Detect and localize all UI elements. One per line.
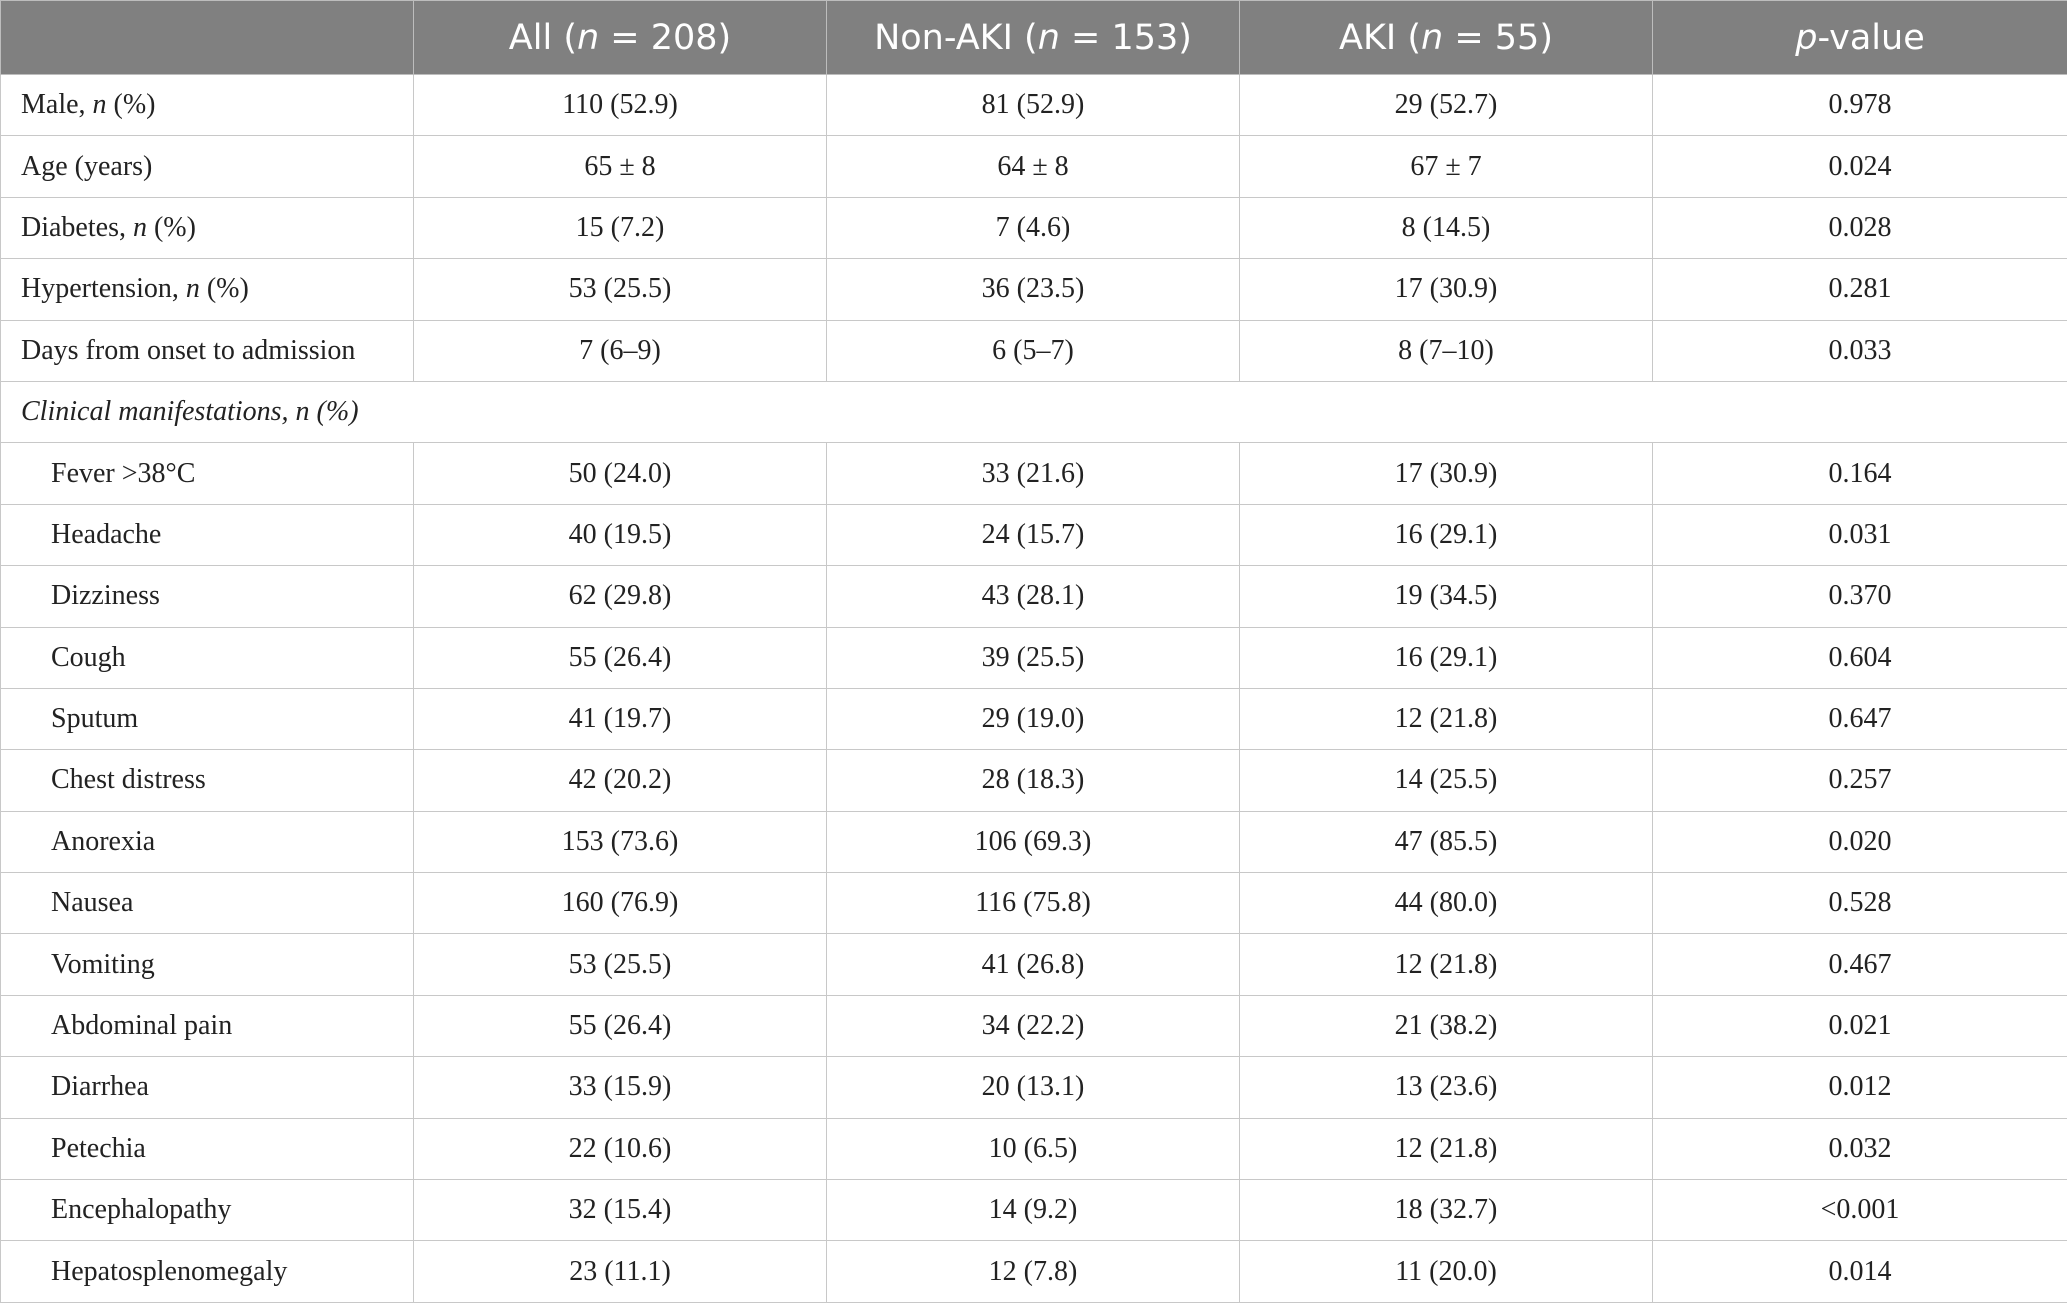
cell-p-value: 0.020 <box>1653 811 2067 872</box>
table-row <box>1 75 2067 136</box>
cell-non-aki: 64 ± 8 <box>827 136 1240 197</box>
cell-aki: 12 (21.8) <box>1240 934 1653 995</box>
cell-aki: 19 (34.5) <box>1240 566 1653 627</box>
cell-non-aki: 106 (69.3) <box>827 811 1240 872</box>
header-p-value <box>1653 1 2067 75</box>
header-row <box>1 1 2067 75</box>
row-label: Headache <box>1 504 414 565</box>
table-row <box>1 934 2067 995</box>
cell-all: 33 (15.9) <box>414 1057 827 1118</box>
row-label <box>1 136 414 197</box>
cell-all: 7 (6–9) <box>414 320 827 381</box>
row-label-text: Hypertension, <box>21 273 186 305</box>
row-label: Vomiting <box>1 934 414 995</box>
row-label: Nausea <box>1 873 414 934</box>
cell-all: 153 (73.6) <box>414 811 827 872</box>
row-label: Diarrhea <box>1 1057 414 1118</box>
cell-aki: 18 (32.7) <box>1240 1180 1653 1241</box>
cell-non-aki: 41 (26.8) <box>827 934 1240 995</box>
cell-all: 160 (76.9) <box>414 873 827 934</box>
cell-aki: 14 (25.5) <box>1240 750 1653 811</box>
table-row <box>1 688 2067 749</box>
row-label: Sputum <box>1 688 414 749</box>
cell-aki: 16 (29.1) <box>1240 504 1653 565</box>
cell-aki: 47 (85.5) <box>1240 811 1653 872</box>
cell-p-value: 0.032 <box>1653 1118 2067 1179</box>
cell-all: 32 (15.4) <box>414 1180 827 1241</box>
row-label-suffix: (%) <box>106 89 156 121</box>
cell-non-aki: 20 (13.1) <box>827 1057 1240 1118</box>
header-non-aki <box>827 1 1240 75</box>
cell-aki: 11 (20.0) <box>1240 1241 1653 1302</box>
cell-p-value: 0.467 <box>1653 934 2067 995</box>
header-all-post: = 208) <box>599 17 732 58</box>
table-row <box>1 566 2067 627</box>
cell-p-value: 0.604 <box>1653 627 2067 688</box>
table-row <box>1 197 2067 258</box>
cell-aki: 29 (52.7) <box>1240 75 1653 136</box>
table-row <box>1 1118 2067 1179</box>
header-non-aki-var: n <box>1037 17 1060 58</box>
row-label: Petechia <box>1 1118 414 1179</box>
table-row <box>1 995 2067 1056</box>
cell-all: 50 (24.0) <box>414 443 827 504</box>
cell-aki: 13 (23.6) <box>1240 1057 1653 1118</box>
cell-all: 23 (11.1) <box>414 1241 827 1302</box>
row-label <box>1 320 414 381</box>
cell-p-value: 0.031 <box>1653 504 2067 565</box>
header-aki <box>1240 1 1653 75</box>
row-label-var: n <box>132 211 147 243</box>
cell-all: 53 (25.5) <box>414 259 827 320</box>
cell-non-aki: 81 (52.9) <box>827 75 1240 136</box>
cell-all: 15 (7.2) <box>414 197 827 258</box>
section-title: Clinical manifestations, n (%) <box>1 381 2067 442</box>
cell-aki: 17 (30.9) <box>1240 259 1653 320</box>
cell-p-value: 0.024 <box>1653 136 2067 197</box>
row-label-text: Days from onset to admission <box>21 334 356 366</box>
row-label-suffix: (%) <box>199 273 249 305</box>
cell-p-value: 0.257 <box>1653 750 2067 811</box>
cell-p-value: <0.001 <box>1653 1180 2067 1241</box>
row-label-text: Male, <box>21 89 93 121</box>
cell-non-aki: 10 (6.5) <box>827 1118 1240 1179</box>
cell-aki: 16 (29.1) <box>1240 627 1653 688</box>
cell-non-aki: 7 (4.6) <box>827 197 1240 258</box>
cell-all: 40 (19.5) <box>414 504 827 565</box>
cell-all: 65 ± 8 <box>414 136 827 197</box>
row-label: Cough <box>1 627 414 688</box>
cell-all: 42 (20.2) <box>414 750 827 811</box>
cell-p-value: 0.028 <box>1653 197 2067 258</box>
row-label: Abdominal pain <box>1 995 414 1056</box>
table-row <box>1 873 2067 934</box>
cell-aki: 44 (80.0) <box>1240 873 1653 934</box>
header-p-var: p <box>1795 17 1818 58</box>
cell-aki: 12 (21.8) <box>1240 688 1653 749</box>
cell-p-value: 0.012 <box>1653 1057 2067 1118</box>
cell-p-value: 0.281 <box>1653 259 2067 320</box>
cell-all: 41 (19.7) <box>414 688 827 749</box>
cell-p-value: 0.978 <box>1653 75 2067 136</box>
cell-non-aki: 34 (22.2) <box>827 995 1240 1056</box>
cell-non-aki: 29 (19.0) <box>827 688 1240 749</box>
cell-all: 22 (10.6) <box>414 1118 827 1179</box>
cell-non-aki: 43 (28.1) <box>827 566 1240 627</box>
row-label <box>1 259 414 320</box>
cell-all: 55 (26.4) <box>414 995 827 1056</box>
cell-all: 110 (52.9) <box>414 75 827 136</box>
table-row <box>1 811 2067 872</box>
cell-p-value: 0.014 <box>1653 1241 2067 1302</box>
row-label: Anorexia <box>1 811 414 872</box>
row-label: Fever >38°C <box>1 443 414 504</box>
cell-non-aki: 33 (21.6) <box>827 443 1240 504</box>
cell-p-value: 0.164 <box>1653 443 2067 504</box>
table-row <box>1 320 2067 381</box>
row-label-var: n <box>92 89 107 121</box>
cell-non-aki: 39 (25.5) <box>827 627 1240 688</box>
header-p-post: -value <box>1817 17 1925 58</box>
row-label: Hepatosplenomegaly <box>1 1241 414 1302</box>
cell-non-aki: 28 (18.3) <box>827 750 1240 811</box>
cell-all: 55 (26.4) <box>414 627 827 688</box>
header-all <box>414 1 827 75</box>
cell-non-aki: 6 (5–7) <box>827 320 1240 381</box>
header-aki-post: = 55) <box>1443 17 1553 58</box>
cell-p-value: 0.033 <box>1653 320 2067 381</box>
header-aki-pre: AKI ( <box>1339 17 1422 58</box>
table-row <box>1 627 2067 688</box>
cell-p-value: 0.528 <box>1653 873 2067 934</box>
row-label <box>1 197 414 258</box>
table-row <box>1 750 2067 811</box>
header-non-aki-post: = 153) <box>1059 17 1192 58</box>
cell-aki: 21 (38.2) <box>1240 995 1653 1056</box>
row-label: Dizziness <box>1 566 414 627</box>
cell-p-value: 0.647 <box>1653 688 2067 749</box>
header-aki-var: n <box>1421 17 1444 58</box>
table-row <box>1 136 2067 197</box>
row-label-text: Age (years) <box>21 150 153 182</box>
cell-aki: 8 (14.5) <box>1240 197 1653 258</box>
cell-all: 53 (25.5) <box>414 934 827 995</box>
row-label: Encephalopathy <box>1 1180 414 1241</box>
section-row <box>1 381 2067 442</box>
cell-p-value: 0.370 <box>1653 566 2067 627</box>
row-label-suffix: (%) <box>146 211 196 243</box>
header-all-var: n <box>576 17 600 58</box>
cell-non-aki: 12 (7.8) <box>827 1241 1240 1302</box>
table-header <box>1 1 2067 75</box>
row-label <box>1 75 414 136</box>
row-label-var: n <box>185 273 200 305</box>
cell-aki: 8 (7–10) <box>1240 320 1653 381</box>
cell-non-aki: 36 (23.5) <box>827 259 1240 320</box>
table-row <box>1 1180 2067 1241</box>
cell-p-value: 0.021 <box>1653 995 2067 1056</box>
cell-non-aki: 116 (75.8) <box>827 873 1240 934</box>
table-row <box>1 504 2067 565</box>
cell-aki: 12 (21.8) <box>1240 1118 1653 1179</box>
header-non-aki-pre: Non-AKI ( <box>874 17 1038 58</box>
cell-aki: 67 ± 7 <box>1240 136 1653 197</box>
table-row <box>1 1241 2067 1302</box>
row-label-text: Diabetes, <box>21 211 133 243</box>
cell-non-aki: 24 (15.7) <box>827 504 1240 565</box>
table-row <box>1 443 2067 504</box>
cell-aki: 17 (30.9) <box>1240 443 1653 504</box>
row-label: Chest distress <box>1 750 414 811</box>
table-row <box>1 259 2067 320</box>
header-label-column <box>1 1 414 75</box>
table-body <box>1 75 2067 1303</box>
header-all-pre: All ( <box>508 17 577 58</box>
cell-all: 62 (29.8) <box>414 566 827 627</box>
cell-non-aki: 14 (9.2) <box>827 1180 1240 1241</box>
table-row <box>1 1057 2067 1118</box>
